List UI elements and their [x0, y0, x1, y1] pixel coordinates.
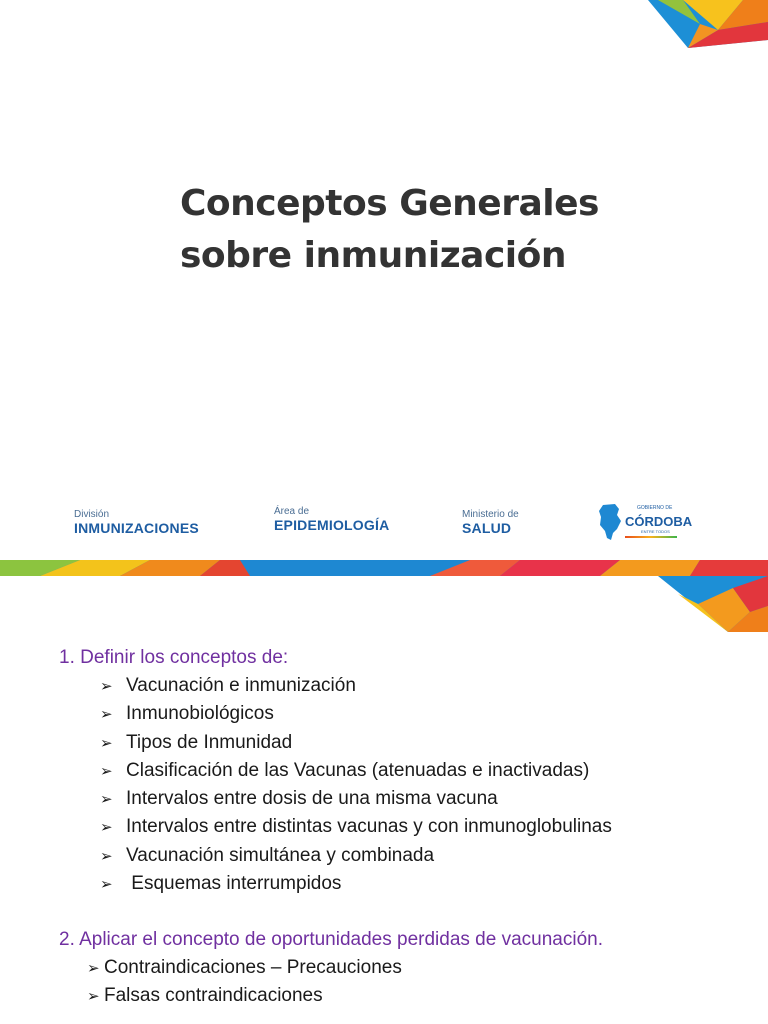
logo-ministerio-salud [462, 509, 519, 536]
logo-cordoba-bottom: ENTRE TODOS [641, 529, 670, 534]
list-item-label: Intervalos entre distintas vacunas y con inmunoglobulinas [126, 816, 612, 838]
list-item [100, 785, 612, 813]
arrowhead-bullet-icon: ➢ [100, 678, 113, 695]
logo-division-inmunizaciones [74, 509, 199, 536]
objective-2-list [87, 954, 402, 1011]
colored-band-divider [0, 560, 768, 576]
list-item [87, 954, 402, 982]
arrowhead-bullet-icon: ➢ [100, 706, 113, 724]
logo-area-epidemiologia [274, 506, 389, 533]
arrowhead-bullet-icon: ➢ [100, 762, 113, 780]
logo-gobierno-cordoba [597, 503, 697, 543]
logo-small-text: División [74, 509, 110, 520]
list-item-label: Esquemas interrumpidos [126, 873, 342, 895]
slide-title [180, 178, 599, 282]
cordoba-map-icon [597, 503, 623, 541]
title-line-2: sobre inmunización [180, 235, 566, 276]
logo-cordoba-top: GOBIERNO DE [637, 505, 673, 511]
list-item [87, 982, 402, 1010]
list-item [100, 813, 612, 841]
logo-big-text: EPIDEMIOLOGÍA [274, 517, 390, 533]
title-line-1: Conceptos Generales [180, 183, 599, 224]
logo-small-text: Área de [274, 506, 310, 517]
arrowhead-bullet-icon: ➢ [100, 847, 113, 865]
list-item [100, 870, 612, 898]
objective-1-list [100, 672, 612, 898]
arrowhead-bullet-icon: ➢ [100, 734, 113, 752]
list-item-label: Intervalos entre dosis de una misma vacuna [126, 788, 498, 810]
list-item [100, 757, 612, 785]
arrowhead-bullet-icon: ➢ [87, 988, 100, 1006]
logo-cordoba-underline [625, 536, 677, 538]
arrowhead-bullet-icon: ➢ [100, 876, 113, 894]
list-item [100, 700, 612, 728]
arrowhead-bullet-icon: ➢ [87, 960, 100, 977]
logo-cordoba-name: CÓRDOBA [625, 514, 693, 529]
list-item-label: Tipos de Inmunidad [126, 731, 293, 753]
arrowhead-bullet-icon: ➢ [100, 819, 113, 837]
logo-big-text: INMUNIZACIONES [74, 520, 199, 536]
arrowhead-bullet-icon: ➢ [100, 791, 113, 809]
objective-1: 1. Definir los conceptos de: [59, 647, 289, 668]
corner-decoration [628, 0, 768, 52]
objective-2: 2. Aplicar el concepto de oportunidades perdidas de vacunación. [59, 929, 603, 950]
logo-big-text: SALUD [462, 520, 512, 536]
corner-decoration [658, 576, 768, 632]
list-item-label: Inmunobiológicos [126, 703, 274, 725]
list-item-label: Falsas contraindicaciones [104, 985, 323, 1007]
list-item-label: Vacunación simultánea y combinada [126, 844, 435, 866]
logo-small-text: Ministerio de [462, 509, 519, 520]
list-item-label: Clasificación de las Vacunas (atenuadas e inactivadas) [126, 759, 590, 781]
list-item-label: Vacunación e inmunización [126, 675, 356, 696]
list-item [100, 729, 612, 757]
list-item-label: Contraindicaciones – Precauciones [104, 957, 402, 978]
list-item [100, 672, 612, 700]
list-item [100, 842, 612, 870]
